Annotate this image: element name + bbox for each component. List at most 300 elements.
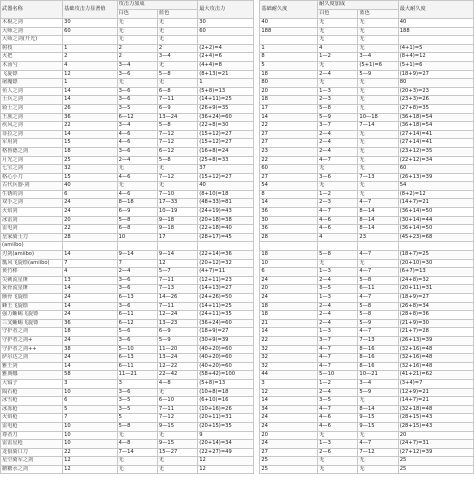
durability-blue-cell <box>358 242 398 251</box>
table-row <box>1 233 474 242</box>
base-durability-cell: 40 <box>260 19 318 28</box>
weapon-name-cell: 格心小刀 <box>1 173 63 182</box>
max-durability-cell: (8+4)=12 <box>398 53 473 62</box>
max-attack-cell: (4+4)=8 <box>198 61 254 70</box>
base-durability-cell: 10 <box>260 259 318 268</box>
max-attack-cell: (58+42)=100 <box>198 371 254 380</box>
weapon-name-cell: 守护者之剑 <box>1 328 63 337</box>
durability-blue-cell: 8—14 <box>358 216 398 225</box>
durability-blue-cell: 3—4 <box>358 53 398 62</box>
durability-blue-cell: 7—14 <box>358 122 398 131</box>
attack-blue-cell: 5—7 <box>157 268 197 277</box>
durability-blue-cell: 无 <box>358 147 398 156</box>
max-durability-cell: (12+9)=21 <box>398 388 473 397</box>
max-attack-cell: (16+8)=24 <box>198 147 254 156</box>
attack-white-cell: 无 <box>117 165 157 174</box>
max-durability-cell: (45+23)=68 <box>398 233 473 242</box>
durability-white-cell: 2—3 <box>318 96 358 105</box>
table-row <box>1 27 474 36</box>
weapon-name-cell: 木棍之剑 <box>1 19 63 28</box>
header-durability-white: 白色 <box>318 10 358 19</box>
weapon-name-cell: 陨石枪 <box>1 388 63 397</box>
durability-blue-cell: 无 <box>358 259 398 268</box>
durability-white-cell: 2—4 <box>318 139 358 148</box>
attack-white-cell: 5—8 <box>117 216 157 225</box>
attack-white-cell: 11—21 <box>117 371 157 380</box>
base-attack-cell: 12 <box>63 457 117 466</box>
base-durability-cell: 32 <box>260 354 318 363</box>
max-attack-cell: 9 <box>198 431 254 440</box>
attack-white-cell: 4—6 <box>117 130 157 139</box>
durability-white-cell: 1—3 <box>318 268 358 277</box>
base-durability-cell: 24 <box>260 294 318 303</box>
weapon-name-cell: 雷电剑 <box>1 225 63 234</box>
max-attack-cell: (15+12)=27 <box>198 173 254 182</box>
base-attack-cell: 15 <box>63 173 117 182</box>
durability-blue-cell: 4—7 <box>358 294 398 303</box>
durability-blue-cell: 无 <box>358 465 398 474</box>
table-row <box>1 104 474 113</box>
max-durability-cell: (18+7)=25 <box>398 251 473 260</box>
max-attack-cell: (28+17)=45 <box>198 233 254 242</box>
base-attack-cell: 18 <box>63 328 117 337</box>
max-attack-cell: (26+9)=35 <box>198 104 254 113</box>
base-attack-cell <box>63 36 117 45</box>
attack-blue-cell: 9—18 <box>157 216 197 225</box>
weapon-name-cell: (amiibo) <box>1 242 63 251</box>
attack-blue-cell: 17—33 <box>157 199 197 208</box>
attack-blue-cell: 无 <box>157 79 197 88</box>
weapon-name-cell: 雅王剑 <box>1 362 63 371</box>
attack-blue-cell <box>157 242 197 251</box>
table-row <box>1 414 474 423</box>
weapon-name-cell: 冰雪枪 <box>1 397 63 406</box>
durability-blue-cell: 无 <box>358 156 398 165</box>
attack-blue-cell: 6—8 <box>157 87 197 96</box>
attack-white-cell: 6—11 <box>117 311 157 320</box>
attack-white-cell: 3—4 <box>117 122 157 131</box>
base-durability-cell: 27 <box>260 139 318 148</box>
base-attack-cell: 10 <box>63 440 117 449</box>
durability-blue-cell: 23 <box>358 233 398 242</box>
base-durability-cell: 27 <box>260 130 318 139</box>
base-durability-cell: 8 <box>260 190 318 199</box>
durability-blue-cell: 4—7 <box>358 328 398 337</box>
durability-white-cell <box>318 242 358 251</box>
max-attack-cell: (22+27)=49 <box>198 448 254 457</box>
durability-blue-cell: 5—9 <box>358 388 398 397</box>
max-durability-cell: (28+15)=43 <box>398 422 473 431</box>
attack-white-cell: 4—6 <box>117 190 157 199</box>
max-durability-cell: (20+3)=23 <box>398 87 473 96</box>
header-attack-blue: 蓝色 <box>157 10 197 19</box>
weapon-name-cell: 骑士之剑 <box>1 104 63 113</box>
base-attack-cell: 24 <box>63 336 117 345</box>
attack-blue-cell: 7—12 <box>157 139 197 148</box>
base-attack-cell: 14 <box>63 362 117 371</box>
table-row <box>1 302 474 311</box>
durability-white-cell: 无 <box>318 182 358 191</box>
attack-white-cell: 无 <box>117 182 157 191</box>
weapon-name-cell: 冰雷剑 <box>1 216 63 225</box>
durability-blue-cell: (5+1)=6 <box>358 61 398 70</box>
table-row <box>1 122 474 131</box>
attack-blue-cell: 7—12 <box>157 414 197 423</box>
base-attack-cell: 25 <box>63 156 117 165</box>
max-durability-cell: (20+11)=31 <box>398 285 473 294</box>
attack-white-cell: 4—8 <box>117 440 157 449</box>
durability-white-cell: 4—7 <box>318 345 358 354</box>
max-durability-cell: (36+14)=50 <box>398 208 473 217</box>
attack-blue-cell: 无 <box>157 165 197 174</box>
table-row <box>1 147 474 156</box>
table-row <box>1 182 474 191</box>
attack-blue-cell: 6—10 <box>157 397 197 406</box>
base-durability-cell: 60 <box>260 165 318 174</box>
table-row <box>1 87 474 96</box>
durability-white-cell: 5—9 <box>318 113 358 122</box>
weapon-name-cell: 三叉蜥蜴飞旋镖 <box>1 319 63 328</box>
base-durability-cell: 17 <box>260 104 318 113</box>
attack-white-cell: 4—6 <box>117 173 157 182</box>
base-attack-cell: 14 <box>63 87 117 96</box>
base-durability-cell: 21 <box>260 319 318 328</box>
attack-blue-cell: 无 <box>157 182 197 191</box>
weapon-name-cell: 糖糖水之剑 <box>1 465 63 474</box>
attack-white-cell <box>117 242 157 251</box>
header-max-attack: 最大攻击力 <box>198 1 254 19</box>
header-base-durability: 基础耐久度 <box>260 1 318 19</box>
durability-white-cell: 1—2 <box>318 53 358 62</box>
table-row <box>1 311 474 320</box>
durability-white-cell: 无 <box>318 465 358 474</box>
table-row <box>1 79 474 88</box>
max-durability-cell: (26+8)=34 <box>398 302 473 311</box>
max-attack-cell: 12 <box>198 465 254 474</box>
durability-white-cell: 无 <box>318 431 358 440</box>
base-durability-cell: 23 <box>260 147 318 156</box>
durability-white-cell: 无 <box>318 259 358 268</box>
base-durability-cell <box>260 36 318 45</box>
base-durability-cell: 36 <box>260 225 318 234</box>
max-attack-cell: (20+15)=35 <box>198 422 254 431</box>
base-durability-cell: 14 <box>260 397 318 406</box>
durability-blue-cell: 4—7 <box>358 268 398 277</box>
durability-blue-cell: 无 <box>358 431 398 440</box>
attack-blue-cell: 9—15 <box>157 440 197 449</box>
base-attack-cell: 12 <box>63 70 117 79</box>
attack-blue-cell: 7—11 <box>157 302 197 311</box>
attack-blue-cell: 6—12 <box>157 147 197 156</box>
durability-blue-cell: 4—7 <box>358 251 398 260</box>
table-row <box>1 216 474 225</box>
header-base-attack: 基础攻击力显著值 <box>63 1 117 19</box>
table-row <box>1 156 474 165</box>
weapon-name-cell: 冰冻枪 <box>1 405 63 414</box>
attack-white-cell: 8—18 <box>117 199 157 208</box>
weapon-name-cell: 萨尔达之剑 <box>1 354 63 363</box>
attack-blue-cell: 无 <box>157 431 197 440</box>
max-durability-cell: (21+7)=28 <box>398 328 473 337</box>
base-attack-cell: 10 <box>63 388 117 397</box>
attack-white-cell: 6—13 <box>117 354 157 363</box>
base-durability-cell: 24 <box>260 440 318 449</box>
max-attack-cell <box>198 242 254 251</box>
attack-white-cell: 无 <box>117 27 157 36</box>
max-durability-cell: (18+9)=27 <box>398 294 473 303</box>
attack-white-cell: 5—8 <box>117 422 157 431</box>
durability-blue-cell: 6—11 <box>358 285 398 294</box>
base-durability-cell: 25 <box>260 465 318 474</box>
weapon-name-cell: 黄竹棒 <box>1 268 63 277</box>
max-attack-cell: (8+13)=21 <box>198 70 254 79</box>
attack-blue-cell: 11—20 <box>157 345 197 354</box>
max-durability-cell: (26+13)=39 <box>398 336 473 345</box>
base-durability-cell: 34 <box>260 405 318 414</box>
weapon-name-cell: 守护者之剑++ <box>1 345 63 354</box>
max-durability-cell: (3+4)=7 <box>398 379 473 388</box>
max-attack-cell: (14+13)=27 <box>198 285 254 294</box>
base-attack-cell: 10 <box>63 431 117 440</box>
attack-blue-cell: 9—14 <box>157 251 197 260</box>
attack-white-cell: 10 <box>117 233 157 242</box>
durability-white-cell: 4—7 <box>318 354 358 363</box>
attack-white-cell: 5—10 <box>117 345 157 354</box>
max-durability-cell: (27+8)=35 <box>398 104 473 113</box>
base-durability-cell: 188 <box>260 27 318 36</box>
attack-white-cell: 5—6 <box>117 328 157 337</box>
attack-blue-cell: 17 <box>157 233 197 242</box>
attack-white-cell: 6—12 <box>117 113 157 122</box>
max-attack-cell <box>198 36 254 45</box>
durability-white-cell: 2—4 <box>318 147 358 156</box>
attack-white-cell: 3—5 <box>117 397 157 406</box>
base-attack-cell: 22 <box>63 448 117 457</box>
table-row <box>1 371 474 380</box>
durability-white-cell: 5—8 <box>318 251 358 260</box>
attack-white-cell: 无 <box>117 79 157 88</box>
weapon-name-cell: 月光之剑 <box>1 156 63 165</box>
max-durability-cell: (24+7)=31 <box>398 440 473 449</box>
durability-white-cell: 无 <box>318 19 358 28</box>
max-durability-cell: (32+16)=48 <box>398 345 473 354</box>
max-durability-cell: (26+13)=39 <box>398 173 473 182</box>
attack-blue-cell: 15—27 <box>157 448 197 457</box>
header-durability-blue: 蓝色 <box>358 10 398 19</box>
attack-blue-cell: 12—24 <box>157 311 197 320</box>
base-attack-cell: 14 <box>63 96 117 105</box>
attack-white-cell: 无 <box>117 465 157 474</box>
base-durability-cell: 54 <box>260 182 318 191</box>
max-durability-cell: (24+8)=32 <box>398 276 473 285</box>
attack-blue-cell: 4—8 <box>157 379 197 388</box>
weapon-name-cell: 皇家骑士刀 <box>1 233 63 242</box>
attack-white-cell: 无 <box>117 19 157 28</box>
max-durability-cell: (6+7)=13 <box>398 268 473 277</box>
base-attack-cell: 24 <box>63 311 117 320</box>
durability-blue-cell: 无 <box>358 87 398 96</box>
attack-white-cell: 9—14 <box>117 251 157 260</box>
base-durability-cell: 44 <box>260 371 318 380</box>
attack-blue-cell: 22—42 <box>157 371 197 380</box>
base-attack-cell: 60 <box>63 27 117 36</box>
max-attack-cell: (5+8)=13 <box>198 379 254 388</box>
max-attack-cell: (24+11)=35 <box>198 311 254 320</box>
table-row <box>1 199 474 208</box>
max-durability-cell: (27+14)=41 <box>398 130 473 139</box>
durability-white-cell: 5—8 <box>318 104 358 113</box>
base-attack-cell: 7 <box>63 414 117 423</box>
durability-white-cell: 4—6 <box>318 414 358 423</box>
base-attack-cell: 5 <box>63 405 117 414</box>
max-durability-cell: (28+15)=43 <box>398 414 473 423</box>
max-attack-cell: (14+11)=25 <box>198 302 254 311</box>
durability-blue-cell: 8—14 <box>358 405 398 414</box>
attack-white-cell: 无 <box>117 457 157 466</box>
durability-white-cell: 3—5 <box>318 397 358 406</box>
max-durability-cell: 54 <box>398 182 473 191</box>
weapon-name-cell: 火把 <box>1 53 63 62</box>
durability-blue-cell: 8—16 <box>358 362 398 371</box>
max-durability-cell: (14+7)=21 <box>398 397 473 406</box>
max-attack-cell: (10+16)=26 <box>198 405 254 414</box>
durability-blue-cell: 8—14 <box>358 225 398 234</box>
durability-white-cell: 2—4 <box>318 70 358 79</box>
base-attack-cell: 4 <box>63 61 117 70</box>
weapon-name-cell: 鱼人之剑 <box>1 87 63 96</box>
durability-white-cell: 4—7 <box>318 208 358 217</box>
attack-white-cell: 3—6 <box>117 276 157 285</box>
weapon-name-cell: 尖刺流星锤 <box>1 276 63 285</box>
weapon-name-cell: 星空骑军之剑 <box>1 457 63 466</box>
max-durability-cell: (32+16)=48 <box>398 354 473 363</box>
base-durability-cell: 36 <box>260 208 318 217</box>
base-attack-cell: 24 <box>63 294 117 303</box>
weapon-name-cell: 火焰剑 <box>1 208 63 217</box>
attack-white-cell: 7—14 <box>117 448 157 457</box>
weapon-name-cell: 军用剑 <box>1 139 63 148</box>
base-durability-cell <box>260 242 318 251</box>
base-attack-cell: 6 <box>63 190 117 199</box>
table-row <box>1 190 474 199</box>
base-durability-cell: 18 <box>260 302 318 311</box>
durability-blue-cell: 无 <box>358 190 398 199</box>
attack-white-cell: 3—6 <box>117 388 157 397</box>
durability-blue-cell: 无 <box>358 44 398 53</box>
base-attack-cell <box>63 242 117 251</box>
base-durability-cell: 20 <box>260 431 318 440</box>
base-attack-cell: 10 <box>63 422 117 431</box>
attack-white-cell: 3—5 <box>117 405 157 414</box>
table-row <box>1 440 474 449</box>
table-row <box>1 36 474 45</box>
max-durability-cell: (23+3)=26 <box>398 96 473 105</box>
weapon-name-cell: 雷电枪 <box>1 422 63 431</box>
header-durability-bonus: 耐久度加成 <box>318 1 399 10</box>
attack-blue-cell: 5—8 <box>157 70 197 79</box>
table-row <box>1 354 474 363</box>
max-durability-cell <box>398 242 473 251</box>
attack-white-cell: 6—8 <box>117 225 157 234</box>
durability-blue-cell: 8—16 <box>358 345 398 354</box>
base-durability-cell: 24 <box>260 422 318 431</box>
max-attack-cell: (2+2)=4 <box>198 44 254 53</box>
weapon-name-cell: 强力蜥蜴飞旋镖 <box>1 311 63 320</box>
max-durability-cell: 188 <box>398 27 473 36</box>
table-row <box>1 96 474 105</box>
base-durability-cell: 8 <box>260 53 318 62</box>
base-durability-cell: 20 <box>260 87 318 96</box>
attack-white-cell: 2—4 <box>117 156 157 165</box>
durability-white-cell: 4—7 <box>318 156 358 165</box>
base-attack-cell: 1 <box>63 44 117 53</box>
max-attack-cell: (24+19)=43 <box>198 208 254 217</box>
max-attack-cell: (20+11)=31 <box>198 414 254 423</box>
durability-white-cell: 2—4 <box>318 319 358 328</box>
base-attack-cell: 13 <box>63 276 117 285</box>
max-attack-cell: (6+10)=16 <box>198 397 254 406</box>
header-row-main <box>1 1 474 10</box>
base-attack-cell: 26 <box>63 104 117 113</box>
base-attack-cell: 38 <box>63 345 117 354</box>
max-attack-cell: 1 <box>198 79 254 88</box>
durability-blue-cell: 无 <box>358 139 398 148</box>
attack-white-cell: 6—9 <box>117 208 157 217</box>
durability-white-cell: 4—6 <box>318 216 358 225</box>
base-durability-cell: 12 <box>260 388 318 397</box>
attack-white-cell: 3—6 <box>117 302 157 311</box>
attack-blue-cell: 7—13 <box>157 285 197 294</box>
weapon-name-cell: 瓢风飞旋镖(amiibo) <box>1 259 63 268</box>
base-durability-cell: 14 <box>260 199 318 208</box>
durability-white-cell: 3—6 <box>318 173 358 182</box>
table-row <box>1 328 474 337</box>
weapon-name-cell: 刃剑(amiibo) <box>1 251 63 260</box>
durability-white-cell: 无 <box>318 457 358 466</box>
max-attack-cell: (22+14)=36 <box>198 251 254 260</box>
header-weapon: 武器名称 <box>1 1 63 19</box>
durability-blue-cell: 无 <box>358 130 398 139</box>
max-attack-cell: (36+24)=60 <box>198 319 254 328</box>
table-row <box>1 225 474 234</box>
max-durability-cell: (28+8)=36 <box>398 311 473 320</box>
durability-white-cell: 3—5 <box>318 285 358 294</box>
durability-blue-cell: 10—21 <box>358 371 398 380</box>
attack-blue-cell: 无 <box>157 36 197 45</box>
max-durability-cell: 25 <box>398 457 473 466</box>
table-row <box>1 276 474 285</box>
attack-white-cell: 2 <box>117 53 157 62</box>
durability-white-cell: 4 <box>318 233 358 242</box>
max-durability-cell: (22+12)=34 <box>398 156 473 165</box>
table-row <box>1 379 474 388</box>
base-attack-cell: 7 <box>63 259 117 268</box>
durability-white-cell: 2—4 <box>318 276 358 285</box>
attack-blue-cell: 13—24 <box>157 354 197 363</box>
base-durability-cell: 80 <box>260 79 318 88</box>
base-attack-cell: 12 <box>63 465 117 474</box>
base-attack-cell: 24 <box>63 208 117 217</box>
attack-white-cell: 3—5 <box>117 104 157 113</box>
base-attack-cell: 36 <box>63 319 117 328</box>
attack-blue-cell: 12 <box>157 259 197 268</box>
max-attack-cell: (24+26)=50 <box>198 294 254 303</box>
attack-white-cell: 3—6 <box>117 87 157 96</box>
table-row <box>1 251 474 260</box>
base-attack-cell: 40 <box>63 182 117 191</box>
max-durability-cell: (30+14)=44 <box>398 216 473 225</box>
max-attack-cell: (4+7)=11 <box>198 268 254 277</box>
